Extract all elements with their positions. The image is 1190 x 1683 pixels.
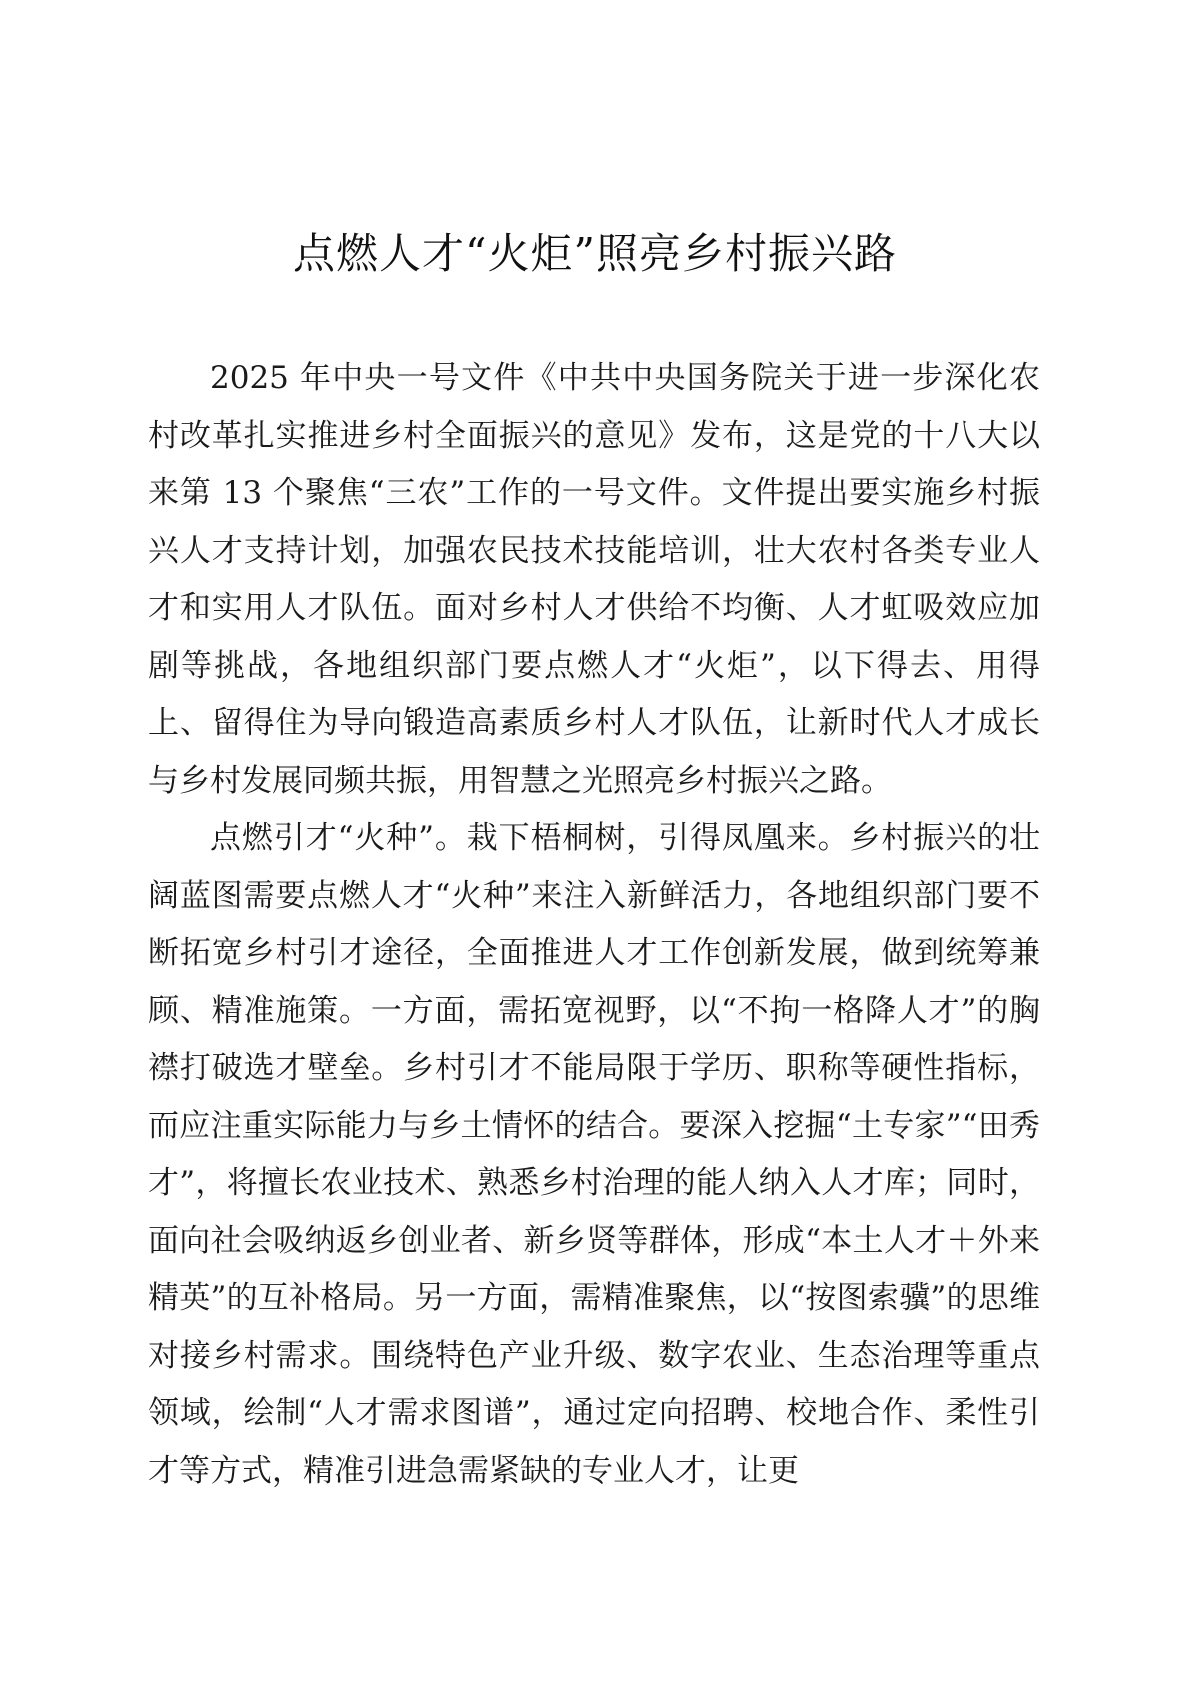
paragraph: 点燃引才“火种”。栽下梧桐树，引得凤凰来。乡村振兴的壮阔蓝图需要点燃人才“火种”来注入新鲜活力，各地组织部门要不断拓宽乡村引才途径，全面推进人才工作创新发展，做到统筹兼顾、精准施策。一方面，需拓宽视野，以“不拘一格降人才”的胸襟打破选才壁垒。乡村引才不能局限于学历、职称等硬性指标，而应注重实际能力与乡土情怀的结合。要深入挖掘“土专家”“田秀才”，将擅长农业技术、熟悉乡村治理的能人纳入人才库；同时，面向社会吸纳返乡创业者、新乡贤等群体，形成“本土人才＋外来精英”的互补格局。另一方面，需精准聚焦，以“按图索骥”的思维对接乡村需求。围绕特色产业升级、数字农业、生态治理等重点领域，绘制“人才需求图谱”，通过定向招聘、校地合作、柔性引才等方式，精准引进急需紧缺的专业人才，让更: [148, 820, 1040, 1489]
document-body: [148, 350, 1040, 1500]
paragraph: 2025 年中央一号文件《中共中央国务院关于进一步深化农村改革扎实推进乡村全面振兴的意见》发布，这是党的十八大以来第 13 个聚焦“三农”工作的一号文件。文件提出要实施乡村振兴人才支持计划，加强农民技术技能培训，壮大农村各类专业人才和实用人才队伍。面对乡村人才供给不均衡、人才虹吸效应加剧等挑战，各地组织部门要点燃人才“火炬”，以下得去、用得上、留得住为导向锻造高素质乡村人才队伍，让新时代人才成长与乡村发展同频共振，用智慧之光照亮乡村振兴之路。: [148, 360, 1040, 799]
document-title: 点燃人才“火炬”照亮乡村振兴路: [293, 229, 897, 278]
